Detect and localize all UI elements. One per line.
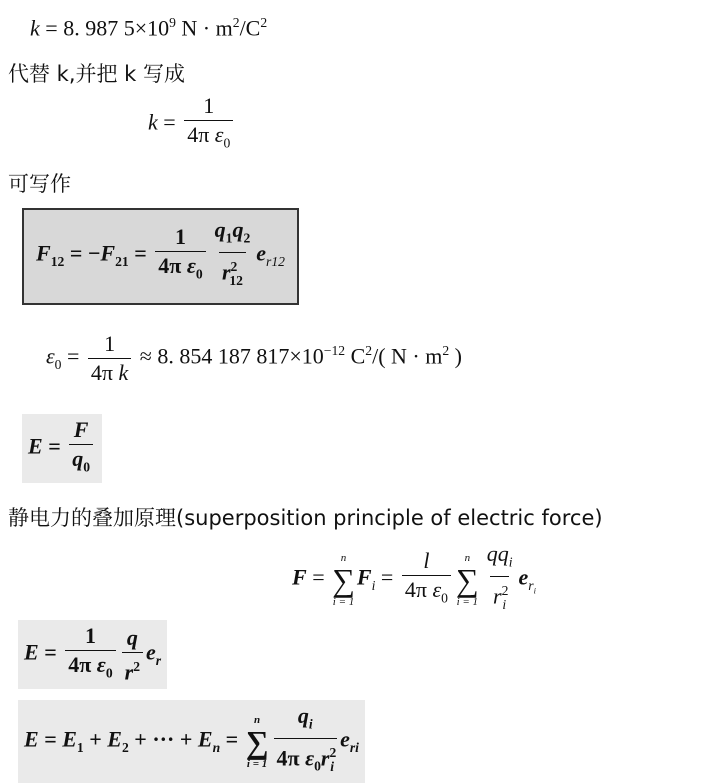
equals: = (128, 240, 153, 266)
q: q (297, 703, 309, 728)
subscript: 0 (54, 356, 62, 372)
subscript: i (502, 597, 507, 613)
subscript: ri (349, 739, 359, 755)
subscript: 12 (50, 253, 65, 269)
q2: q (232, 217, 244, 242)
equals: = (220, 726, 244, 752)
unit: C (345, 343, 366, 369)
fraction (274, 702, 338, 781)
numerator: l (423, 547, 430, 573)
exponent: −12 (323, 343, 346, 359)
sum-lower: i = 1 (332, 595, 355, 608)
equation-coulomb-constant (30, 8, 267, 43)
subscript: 2 (243, 230, 251, 246)
q: q (72, 446, 84, 471)
fraction (122, 624, 143, 686)
equation-coulomb-law-boxed (22, 208, 299, 305)
subscript-r: r (528, 577, 534, 593)
times-ten: ×10 (134, 15, 170, 41)
fraction (155, 223, 205, 288)
subscript: 1 (76, 739, 84, 755)
superscript: 2 (501, 583, 509, 599)
sum-operator (456, 552, 479, 608)
numerator: 1 (174, 223, 186, 249)
subscript: 1 (225, 230, 233, 246)
numerator (212, 216, 254, 252)
numerator: F (73, 417, 89, 442)
four-pi: 4π (404, 576, 433, 602)
sum-upper: n (340, 551, 347, 564)
equation-field-superposition (18, 700, 365, 783)
text-superposition: 静电力的叠加原理(superposition principle of electric force) (8, 506, 603, 530)
subscript: n (212, 739, 221, 755)
unit-vector: e (340, 726, 350, 752)
numerator (484, 540, 516, 576)
qq: qq (486, 541, 509, 566)
denominator (184, 120, 233, 157)
superscript: 2 (230, 259, 238, 275)
sigma: ∑ (455, 561, 479, 598)
force-F12: F (36, 240, 51, 266)
four-pi: 4π (90, 360, 119, 385)
sigma: ∑ (332, 561, 355, 598)
subscript: 0 (314, 759, 321, 775)
subscript: 0 (105, 665, 113, 681)
four-pi: 4π (158, 252, 187, 278)
denominator (65, 650, 115, 687)
epsilon: ε (214, 122, 224, 147)
epsilon: ε (96, 652, 106, 677)
symbol-k: k (148, 109, 158, 135)
denominator (274, 738, 338, 781)
fraction (184, 92, 233, 157)
superscript: 2 (329, 745, 337, 761)
unit-exponent: 2 (442, 343, 450, 359)
text-can-write: 可写作 (8, 172, 71, 196)
equals-negative: = − (64, 240, 101, 266)
fraction (69, 416, 93, 481)
plus: + (83, 726, 108, 752)
subscript: 2 (121, 739, 129, 755)
sum-upper: n (464, 551, 471, 564)
unit: N · m (175, 15, 233, 41)
subscript: i (508, 554, 513, 570)
numerator: 1 (203, 93, 215, 118)
force-F: F (292, 564, 307, 590)
unit-vector: e (518, 564, 529, 590)
field-E1: E (62, 726, 77, 752)
denominator (88, 358, 131, 387)
subscript: 0 (195, 266, 203, 282)
equation-k-definition (148, 92, 236, 157)
field-E: E (28, 433, 43, 459)
plus-ellipsis: + ··· + (128, 726, 198, 752)
four-pi: 4π (276, 745, 306, 771)
symbol-k: k (30, 15, 40, 41)
subscript-i: i (533, 585, 536, 596)
sum-lower: i = 1 (456, 595, 479, 608)
equals: = (38, 726, 63, 752)
subscript: i (308, 716, 313, 732)
subscript: 0 (223, 135, 231, 151)
equals: = (157, 109, 182, 135)
four-pi: 4π (187, 122, 215, 147)
equation-superposition-force (292, 540, 536, 619)
unit: /C (239, 15, 261, 41)
denominator (219, 252, 246, 295)
fraction (65, 622, 115, 687)
sigma: ∑ (245, 723, 269, 760)
field-En: E (197, 726, 213, 752)
equals: = (61, 343, 85, 369)
fraction (88, 330, 131, 387)
subscript: 0 (83, 459, 91, 475)
equation-epsilon0 (46, 330, 462, 387)
superscript: 2 (133, 658, 141, 674)
force-F21: F (100, 240, 116, 266)
unit-exponent: 2 (260, 15, 268, 30)
equation-point-charge-field (18, 620, 167, 689)
numerator: 1 (84, 623, 96, 648)
constant-mantissa: 8. 987 5 (63, 15, 135, 41)
r: r (320, 745, 330, 771)
sum-lower: i = 1 (246, 757, 268, 770)
subscript: i (330, 759, 335, 775)
sum-operator (332, 552, 355, 608)
equation-field-definition (22, 414, 102, 483)
numerator (295, 702, 316, 738)
denominator (69, 444, 93, 481)
unit: /( N · m (372, 343, 443, 369)
numerator: 1 (104, 331, 116, 356)
symbol-k: k (118, 360, 129, 385)
subscript: 21 (115, 253, 129, 269)
unit-exponent: 2 (365, 343, 373, 359)
approx-value: ≈ 8. 854 187 817×10 (134, 343, 324, 369)
denominator (122, 652, 143, 686)
epsilon: ε (305, 745, 315, 771)
epsilon: ε (46, 343, 55, 369)
unit-vector: e (256, 240, 267, 266)
equals: = (306, 564, 331, 590)
subscript: i (371, 577, 376, 593)
subscript: r (155, 653, 162, 669)
equals: = (38, 639, 63, 665)
field-E: E (24, 639, 39, 665)
denominator (490, 576, 509, 619)
q1: q (214, 217, 226, 242)
epsilon: ε (432, 576, 442, 602)
numerator: q (126, 624, 138, 650)
field-E2: E (107, 726, 122, 752)
text-replace-k: 代替 k,并把 k 写成 (8, 62, 186, 86)
equals: = (375, 564, 399, 590)
subscript: 12 (229, 273, 243, 289)
fraction (484, 540, 516, 619)
r: r (493, 583, 502, 609)
exponent: 9 (169, 15, 176, 30)
force-Fi: F (356, 564, 372, 590)
unit-vector: e (146, 639, 156, 665)
equals: = (42, 433, 67, 459)
unit: ) (449, 343, 462, 369)
denominator (402, 575, 451, 612)
denominator (155, 251, 205, 288)
equals: = (39, 15, 64, 41)
sum-upper: n (254, 713, 261, 726)
subscript (528, 577, 536, 596)
epsilon: ε (186, 252, 196, 278)
r: r (221, 259, 231, 285)
subscript: 0 (441, 590, 448, 606)
fraction (402, 547, 451, 612)
sum-operator (246, 714, 269, 770)
fraction-charges (212, 216, 254, 295)
subscript: r12 (266, 253, 285, 269)
four-pi: 4π (68, 652, 97, 677)
unit-exponent: 2 (232, 15, 240, 30)
r: r (124, 658, 134, 684)
field-E: E (24, 726, 39, 752)
